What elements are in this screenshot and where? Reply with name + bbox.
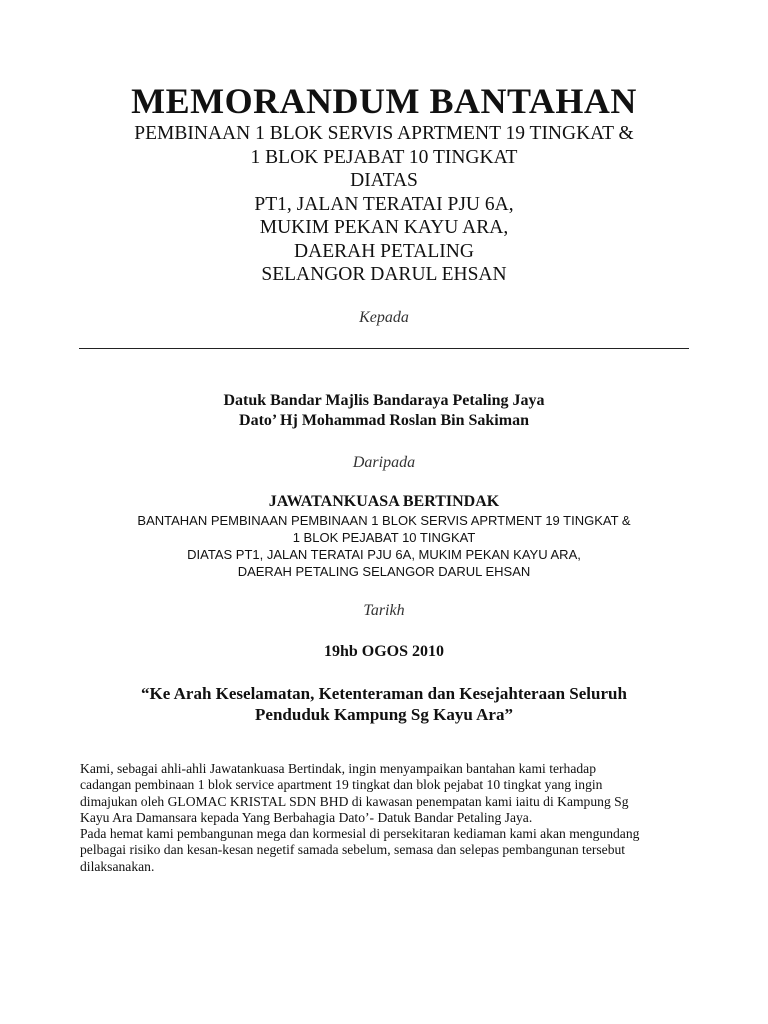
sender-label: Daripada — [352, 454, 416, 471]
recipient-line: Dato’ Hj Mohammad Roslan Bin Sakiman — [239, 412, 529, 429]
project-line: MUKIM PEKAN KAYU ARA, — [259, 217, 509, 238]
body-paragraph-1 — [80, 761, 700, 826]
project-line: 1 BLOK PEJABAT 10 TINGKAT — [250, 146, 518, 168]
sender-line: BANTAHAN PEMBINAAN PEMBINAAN 1 BLOK SERVIS APRTMENT 19 TINGKAT & — [137, 513, 631, 528]
recipient-line: Datuk Bandar Majlis Bandaraya Petaling Jaya — [223, 392, 545, 409]
motto-line: “Ke Arah Keselamatan, Ketenteraman dan Kesejahteraan Seluruh — [141, 684, 627, 703]
project-line: SELANGOR DARUL EHSAN — [261, 264, 507, 285]
sender-line: DIATAS PT1, JALAN TERATAI PJU 6A, MUKIM PEKAN KAYU ARA, — [187, 547, 581, 562]
project-line: DAERAH PETALING — [294, 240, 474, 262]
date-label: Tarikh — [363, 602, 405, 619]
body-line: pelbagai risiko dan kesan-kesan negetif samada sebelum, semasa dan selepas pembangunan tersebut — [80, 842, 626, 858]
recipient-label: Kepada — [359, 309, 409, 326]
body-paragraph-2 — [80, 826, 700, 875]
body-line: Kami, sebagai ahli-ahli Jawatankuasa Bertindak, ingin menyampaikan bantahan kami terhadap — [80, 761, 597, 776]
motto-line: Penduduk Kampung Sg Kayu Ara” — [255, 705, 513, 724]
project-description — [0, 122, 768, 287]
body-line: dilaksanakan. — [80, 858, 155, 874]
body-line: Pada hemat kami pembangunan mega dan kormesial di persekitaran kediaman kami akan mengundang — [80, 826, 640, 842]
project-line: PT1, JALAN TERATAI PJU 6A, — [254, 193, 514, 215]
memorandum-body — [80, 761, 700, 875]
sender-line: 1 BLOK PEJABAT 10 TINGKAT — [292, 530, 476, 545]
horizontal-divider — [79, 348, 689, 349]
project-line: PEMBINAAN 1 BLOK SERVIS APRTMENT 19 TINGKAT & — [134, 123, 634, 144]
document-title: MEMORANDUM BANTAHAN — [131, 81, 637, 121]
body-line: Kayu Ara Damansara kepada Yang Berbahagia Dato’- Datuk Bandar Petaling Jaya. — [80, 809, 533, 825]
motto — [0, 683, 768, 725]
sender-description — [0, 512, 768, 580]
project-line: DIATAS — [350, 170, 418, 191]
sender-name: JAWATANKUASA BERTINDAK — [268, 493, 500, 510]
sender-line: DAERAH PETALING SELANGOR DARUL EHSAN — [237, 564, 531, 579]
body-line: dimajukan oleh GLOMAC KRISTAL SDN BHD di kawasan penempatan kami iaitu di Kampung Sg — [80, 793, 629, 809]
body-line: cadangan pembinaan 1 blok service apartment 19 tingkat dan blok pejabat 10 tingkat yang ingin — [80, 777, 603, 793]
date-value: 19hb OGOS 2010 — [323, 643, 445, 660]
recipient-block — [0, 391, 768, 431]
